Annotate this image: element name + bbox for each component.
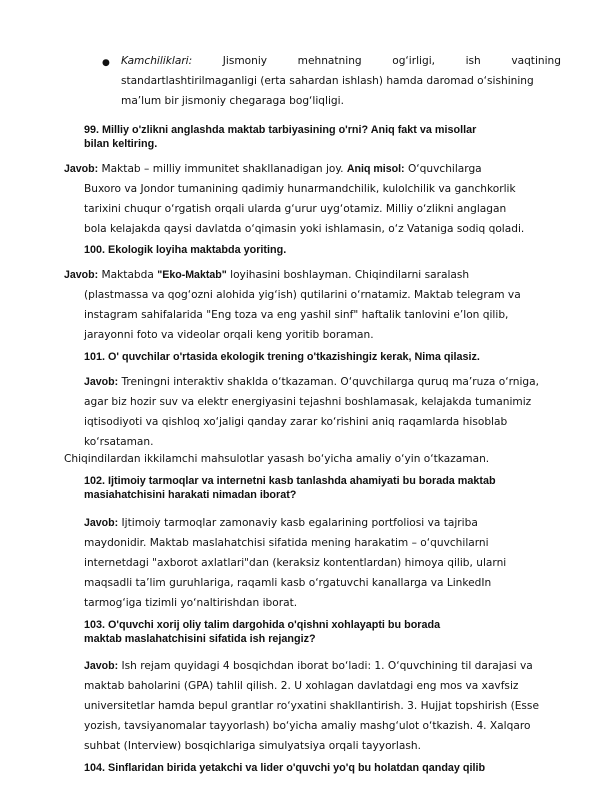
answer-label: Javob: [84,517,119,529]
answer-102-line-5: tarmog‘iga tizimli yo‘naltirishdan iborat. [84,597,298,609]
answer-101-line-3: iqtisodiyoti va qishloq xo‘jaligi qanday zarar ko‘rishini aniq raqamlarda hisoblab [84,416,508,428]
answer-103-line-5: suhbat (Interview) bosqichlariga simulyatsiya orqali tayyorlash. [84,740,421,752]
answer-label: Javob: [64,269,99,281]
answer-99-text-1: Maktab – milliy immunitet shakllanadigan joy. [98,163,347,175]
answer-103-text-1: Ish rejam quyidagi 4 bosqichdan iborat bo‘ladi: 1. O‘quvchining til darajasi va [118,660,533,672]
answer-99-line-4: bola kelajakda qaysi davlatda o‘qimasin yoki ishlamasin, o‘z Vataniga sodiq qoladi. [84,223,525,235]
bullet-line-3: ma’lum bir jismoniy chegaraga bog‘liqligi. [121,95,344,107]
answer-100-text-2: loyihasini boshlayman. Chiqindilarni saralash [226,269,470,281]
bullet-dot: ● [102,58,110,68]
answer-100-line-2: (plastmassa va qog‘ozni alohida yig‘ish) qutilarini o‘rnatamiz. Maktab telegram va [84,289,521,301]
answer-103-line-4: yozish, tavsiyanomalar tayyorlash) bo‘yicha amaliy mashg‘ulot o‘tkazish. 4. Xalqaro [84,720,531,732]
answer-99-example-label: Aniq misol: [346,163,405,175]
answer-101-line-4: ko‘rsataman. [84,436,154,448]
answer-100-line-1 [64,265,469,285]
answer-102-line-3: internetdagi "axborot axlatlari"dan (keraksiz kontentlardan) himoya qilib, ularni [84,557,507,569]
answer-101-line-5: Chiqindilardan ikkilamchi mahsulotlar yasash bo‘yicha amaliy o‘yin o‘tkazaman. [64,453,490,465]
answer-102-text-1: Ijtimoiy tarmoqlar zamonaviy kasb egalarining portfoliosi va tajriba [118,517,478,529]
answer-101-line-1 [84,372,539,392]
bullet-term: Kamchiliklari: [121,55,193,67]
answer-99-line-1 [64,159,482,179]
answer-103-line-2: maktab baholarini (GPA) tahlil qilish. 2. U xohlagan davlatdagi eng mos va xavfsiz [84,680,519,692]
bullet-text-1: Jismoniy mehnatning og‘irligi, ish vaqtining [222,55,561,67]
answer-label: Javob: [84,660,119,672]
answer-100-line-4: jarayonni foto va videolar orqali keng yoritib boraman. [84,329,374,341]
question-100: 100. Ekologik loyiha maktabda yoriting. [84,244,287,256]
question-99-line-2: bilan keltiring. [84,138,158,150]
answer-99-line-2: Buxoro va Jondor tumanining qadimiy hunarmandchilik, kulolchilik va ganchkorlik [84,183,516,195]
answer-100-line-3: instagram sahifalarida "Eng toza va eng yashil sinf" haftalik tanlovini e’lon qilib, [84,309,509,321]
answer-label: Javob: [64,163,99,175]
question-104: 104. Sinflaridan birida yetakchi va lider o'quvchi yo'q bu holatdan qanday qilib [84,762,486,774]
answer-103-line-1 [84,656,533,676]
question-101: 101. O' quvchilar o'rtasida ekologik trening o'tkazishingiz kerak, Nima qilasiz. [84,351,480,363]
answer-100-text-1: Maktabda [98,269,158,281]
answer-99-text-2: O‘quvchilarga [404,163,482,175]
answer-102-line-4: maqsadli ta’lim guruhlariga, raqamli kasb o‘rgatuvchi kanallarga va LinkedIn [84,577,492,589]
question-102-line-1: 102. Ijtimoiy tarmoqlar va internetni kasb tanlashda ahamiyati bu borada maktab [84,475,496,487]
answer-102-line-1 [84,513,478,533]
answer-99-line-3: tarixini chuqur o‘rgatish orqali ularda g‘urur uyg‘otamiz. Milliy o‘zlikni anglagan [84,203,507,215]
answer-100-project-name: "Eko-Maktab" [157,269,227,281]
question-103-line-2: maktab maslahatchisini sifatida ish rejangiz? [84,633,316,645]
bullet-line-2: standartlashtirilmaganligi (erta sahardan ishlash) hamda daromad o‘sishining [121,75,534,87]
question-102-line-2: masiahatchisini harakati nimadan iborat? [84,489,297,501]
answer-label: Javob: [84,376,119,388]
question-103-line-1: 103. O'quvchi xorij oliy talim dargohida o'qishni xohlayapti bu borada [84,619,441,631]
bullet-line-1 [121,51,561,71]
answer-102-line-2: maydonidir. Maktab maslahatchisi sifatida mening harakatim – o‘quvchilarni [84,537,489,549]
answer-103-line-3: universitetlar hamda bepul grantlar ro‘yxatini shakllantirish. 3. Hujjat topshirish (Esse [84,700,539,712]
answer-101-text-1: Treningni interaktiv shaklda o‘tkazaman. O‘quvchilarga quruq ma’ruza o‘rniga, [118,376,539,388]
answer-101-line-2: agar biz hozir suv va elektr energiyasini tejashni boshlamasak, kelajakda tumanimiz [84,396,532,408]
question-99-line-1: 99. Milliy o'zlikni anglashda maktab tarbiyasining o'rni? Aniq fakt va misollar [84,124,477,136]
